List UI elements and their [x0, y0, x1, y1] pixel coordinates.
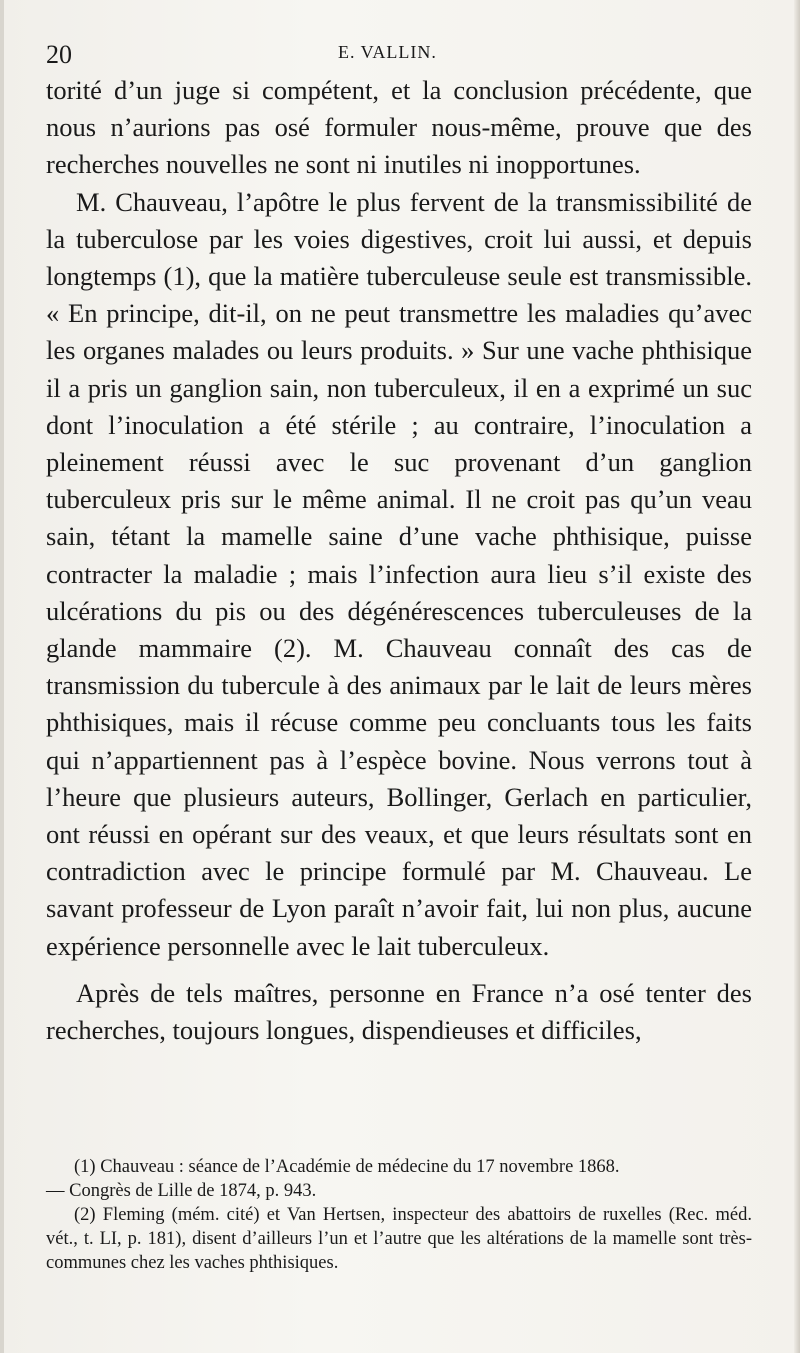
page-right-edge — [794, 0, 800, 1353]
paragraph-1: torité d’un juge si compétent, et la conclusion précédente, que nous n’aurions pas osé formuler nous-même, prouve que des recherches nouvelles ne sont ni inutiles ni inopportunes. — [46, 75, 752, 180]
body-text — [46, 72, 752, 1049]
footnotes — [46, 1155, 752, 1275]
page-left-edge — [0, 0, 4, 1353]
paragraph-2: M. Chauveau, l’apôtre le plus fervent de la transmissibilité de la tuberculose par les voies digestives, croit lui aussi, et depuis longtemps (1), que la matière tuberculeuse seule est transmissible. « En principe, dit-il, on ne peut transmettre les maladies qu’avec les organes malades ou leurs produits. » Sur une vache phthisique il a pris un ganglion sain, non tuberculeux, il en a exprimé un suc dont l’inoculation a été stérile ; au contraire, l’inoculation a pleinement réussi avec le suc provenant d’un ganglion tuberculeux pris sur le même animal. Il ne croit pas qu’un veau sain, tétant la mamelle saine d’une vache phthisique, puisse contracter la maladie ; mais l’infection aura lieu s’il existe des ulcérations du pis ou des dégénérescences tuberculeuses de la glande mammaire (2). M. Chauveau connaît des cas de transmission du tubercule à des animaux par le lait de leurs mères phthisiques, mais il récuse comme peu concluants tous les faits qui n’appartiennent pas à l’espèce bovine. Nous verrons tout à l’heure que plusieurs auteurs, Bollinger, Gerlach en particulier, ont réussi en opérant sur des veaux, et que leurs résultats sont en contradiction avec le principe formulé par M. Chauveau. Le savant professeur de Lyon paraît n’avoir fait, lui non plus, aucune expérience personnelle avec le lait tuberculeux. — [46, 186, 752, 961]
running-head: E. VALLIN. — [338, 42, 437, 62]
paragraph-3: Après de tels maîtres, personne en France n’a osé tenter des recherches, toujours longues, dispendieuses et difficiles, — [46, 977, 752, 1046]
footnote-1-line-1: (1) Chauveau : séance de l’Académie de médecine du 17 novembre 1868. — [74, 1157, 620, 1177]
page-header — [46, 38, 752, 70]
page-number: 20 — [46, 40, 72, 69]
footnote-2: (2) Fleming (mém. cité) et Van Hertsen, inspecteur des abattoirs de ruxelles (Rec. méd. vét., t. LI, p. 181), disent d’ailleurs l’un et l’autre que les altérations de la mamelle sont très-communes chez les vaches phthisiques. — [46, 1205, 752, 1273]
footnote-1-line-2: — Congrès de Lille de 1874, p. 943. — [46, 1181, 317, 1201]
